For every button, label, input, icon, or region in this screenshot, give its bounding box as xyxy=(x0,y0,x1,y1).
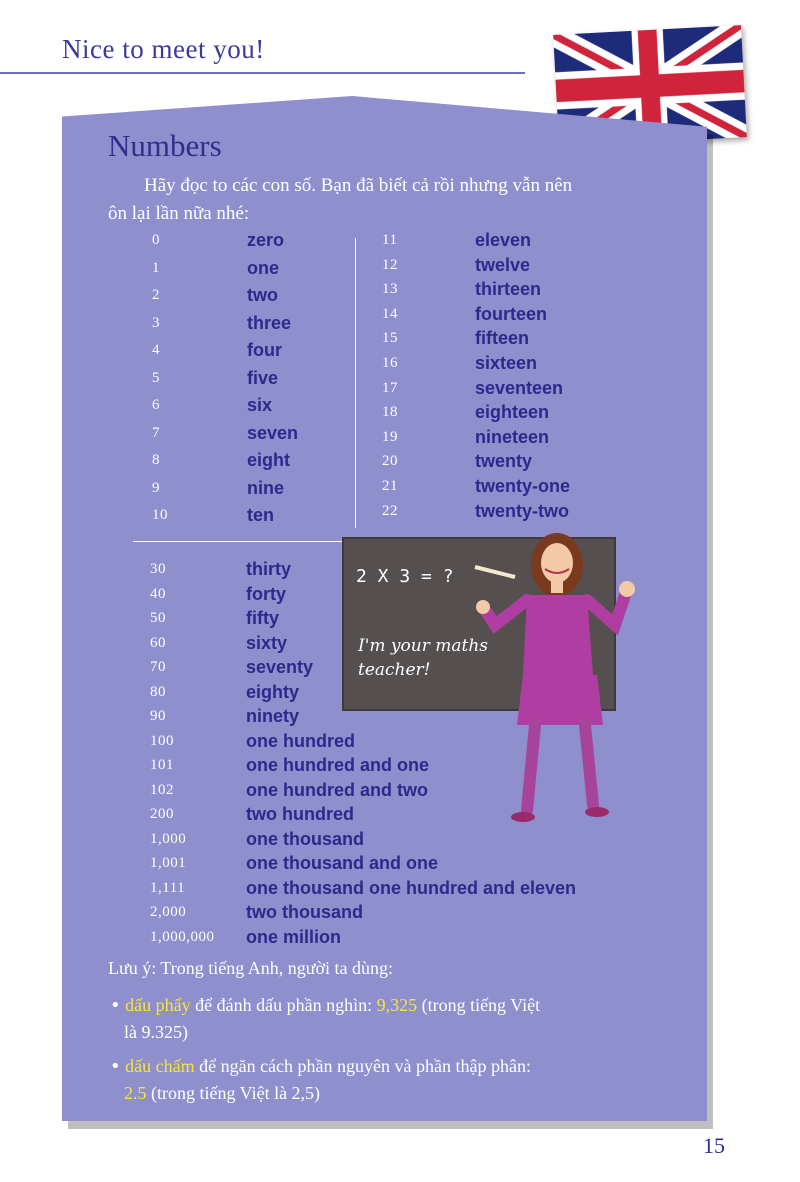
highlight-dot: dấu chấm xyxy=(125,1056,195,1076)
number-digit: 101 xyxy=(150,757,174,773)
number-word: seven xyxy=(247,422,299,443)
number-word: nine xyxy=(247,477,285,498)
number-word: eighteen xyxy=(475,402,550,423)
number-digit: 7 xyxy=(152,424,160,441)
number-digit: 6 xyxy=(152,397,160,413)
example-comma: 9,325 xyxy=(376,995,418,1015)
section-divider xyxy=(133,541,348,542)
number-digit: 20 xyxy=(382,453,398,470)
number-digit: 1 xyxy=(152,259,160,276)
number-digit: 1,001 xyxy=(150,855,187,871)
number-digit: 70 xyxy=(150,659,166,675)
number-digit: 9 xyxy=(152,479,160,496)
number-word: ten xyxy=(247,505,274,525)
number-digit: 2 xyxy=(152,287,160,303)
note-bullet-comma xyxy=(110,992,680,1046)
note-text: (trong tiếng Việt xyxy=(417,995,541,1015)
column-divider xyxy=(355,238,356,528)
number-digit: 19 xyxy=(382,428,398,445)
number-digit: 10 xyxy=(152,507,168,523)
bullet-icon: • xyxy=(110,1056,121,1077)
number-word: fourteen xyxy=(475,303,547,324)
highlight-comma: dấu phẩy xyxy=(125,995,191,1015)
number-digit: 14 xyxy=(382,305,398,322)
number-word: fifty xyxy=(246,608,279,628)
number-digit: 5 xyxy=(152,369,160,386)
number-word: twenty-one xyxy=(475,476,571,496)
number-word: six xyxy=(247,395,273,415)
number-digit: 200 xyxy=(150,806,174,822)
number-digit: 90 xyxy=(150,708,166,724)
number-digit: 16 xyxy=(382,355,398,371)
note-text: để ngăn cách phần nguyên và phần thập phân: xyxy=(194,1056,531,1076)
number-digit: 11 xyxy=(382,232,398,248)
number-word: one hundred xyxy=(246,730,355,751)
number-word: sixteen xyxy=(475,353,538,373)
number-digit: 1,000 xyxy=(150,830,187,847)
number-digit: 17 xyxy=(382,379,398,396)
number-word: twenty-two xyxy=(475,500,569,521)
number-digit: 21 xyxy=(382,478,398,494)
number-word: one thousand one hundred and eleven xyxy=(246,877,577,898)
number-digit: 1,111 xyxy=(150,879,186,896)
number-word: zero xyxy=(247,230,285,250)
number-word: two hundred xyxy=(246,804,354,824)
chalkboard-caption-line-2: teacher! xyxy=(358,660,431,680)
number-word: two xyxy=(247,285,278,305)
page-header-title: Nice to meet you! xyxy=(62,34,265,64)
number-word: seventy xyxy=(246,657,314,677)
number-digit: 100 xyxy=(150,732,174,749)
number-word: twenty xyxy=(475,451,533,472)
number-digit: 18 xyxy=(382,404,398,421)
number-digit: 60 xyxy=(150,634,166,651)
number-word: one xyxy=(247,257,280,278)
bullet-icon: • xyxy=(110,995,121,1016)
intro-text xyxy=(108,172,688,228)
number-word: one hundred and one xyxy=(246,755,429,775)
number-word: ninety xyxy=(246,706,300,726)
note-intro: Lưu ý: Trong tiếng Anh, người ta dùng: xyxy=(108,958,394,978)
number-word: five xyxy=(247,367,279,388)
note-text: là 9.325) xyxy=(124,1022,188,1042)
number-digit: 80 xyxy=(150,683,166,700)
number-word: nineteen xyxy=(475,426,550,447)
number-word: twelve xyxy=(475,254,531,275)
number-word: thirty xyxy=(246,559,291,579)
intro-line-2: ôn lại lần nữa nhé: xyxy=(108,203,250,224)
number-word: sixty xyxy=(246,632,288,653)
number-digit: 2,000 xyxy=(150,904,187,920)
example-dot: 2.5 xyxy=(124,1083,147,1103)
header-divider xyxy=(0,72,525,74)
number-word: two thousand xyxy=(246,902,363,922)
number-word: eleven xyxy=(475,230,532,250)
number-word: seventeen xyxy=(475,377,564,398)
number-word: one hundred and two xyxy=(246,779,428,800)
number-digit: 13 xyxy=(382,281,398,298)
number-digit: 1,000,000 xyxy=(150,928,215,945)
number-word: eight xyxy=(247,450,290,470)
number-digit: 30 xyxy=(150,561,166,577)
number-digit: 22 xyxy=(382,502,398,519)
teacher-illustration xyxy=(465,525,640,835)
note-bullet-dot xyxy=(110,1053,680,1107)
number-word: four xyxy=(247,340,282,360)
section-title: Numbers xyxy=(108,128,222,163)
number-digit: 40 xyxy=(150,585,166,602)
chalkboard-equation: 2 X 3 = ? xyxy=(356,566,454,587)
number-digit: 50 xyxy=(150,610,166,626)
number-digit: 4 xyxy=(152,342,160,358)
page-number: 15 xyxy=(703,1133,725,1158)
number-digit: 3 xyxy=(152,314,160,331)
note-text: để đánh dấu phần nghìn: xyxy=(190,995,377,1015)
number-digit: 12 xyxy=(382,256,398,273)
number-word: eighty xyxy=(246,681,300,702)
note-text: (trong tiếng Việt là 2,5) xyxy=(146,1083,321,1103)
number-digit: 0 xyxy=(152,232,160,248)
number-word: fifteen xyxy=(475,328,529,349)
number-word: one thousand and one xyxy=(246,853,438,873)
chalkboard-caption-line-1: I'm your maths xyxy=(358,636,488,656)
number-word: one thousand xyxy=(246,828,364,849)
number-digit: 8 xyxy=(152,452,160,468)
number-word: one million xyxy=(246,926,342,947)
number-word: thirteen xyxy=(475,279,542,300)
number-word: forty xyxy=(246,583,286,604)
number-digit: 102 xyxy=(150,781,174,798)
number-digit: 15 xyxy=(382,330,398,347)
number-word: three xyxy=(247,312,292,333)
intro-line-1: Hãy đọc to các con số. Bạn đã biết cả rồi nhưng vẫn nên xyxy=(144,175,573,196)
